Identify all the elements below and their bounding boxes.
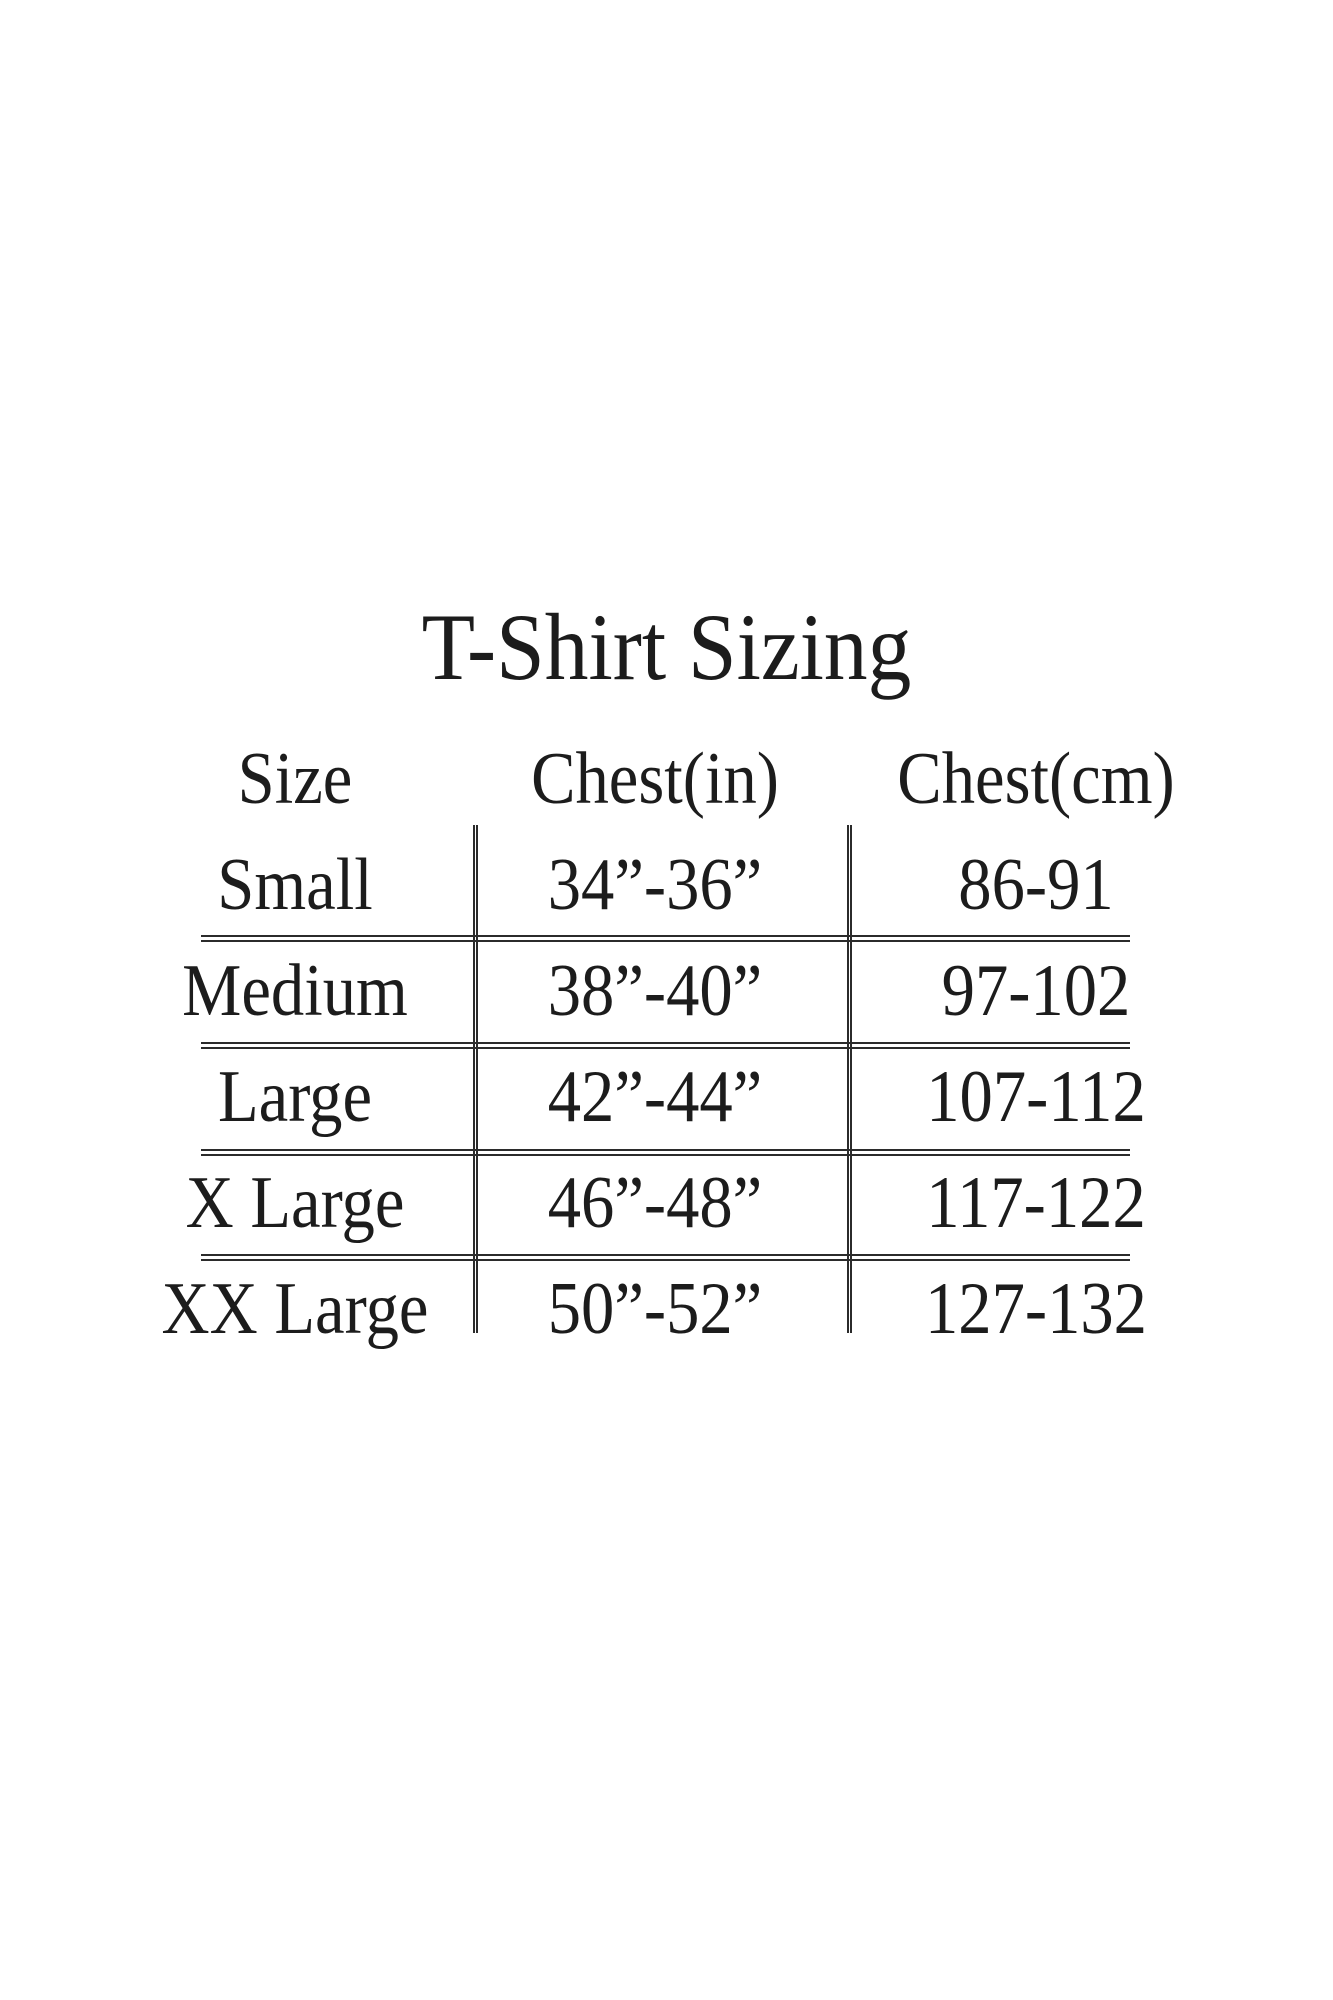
size-cell: Small — [217, 844, 373, 926]
size-cell: X Large — [185, 1162, 405, 1244]
chest-cm-cell: 97-102 — [941, 950, 1131, 1032]
size-cell: Large — [217, 1056, 373, 1138]
chest-cm-cell: 127-132 — [925, 1268, 1147, 1350]
size-cell: Medium — [182, 950, 408, 1032]
column-divider — [473, 825, 478, 1333]
size-cell: XX Large — [161, 1268, 429, 1350]
chest-in-cell: 42”-44” — [547, 1056, 763, 1138]
column-header-chest-cm: Chest(cm) — [897, 738, 1175, 820]
column-header-chest-in: Chest(in) — [531, 738, 779, 820]
chest-in-cell: 38”-40” — [547, 950, 763, 1032]
row-divider — [201, 1254, 1130, 1261]
chest-in-cell: 34”-36” — [547, 844, 763, 926]
chest-cm-cell: 107-112 — [926, 1056, 1146, 1138]
row-divider — [201, 1149, 1130, 1156]
row-divider — [201, 935, 1130, 942]
row-divider — [201, 1042, 1130, 1049]
page-title: T-Shirt Sizing — [421, 594, 912, 700]
chest-cm-cell: 117-122 — [926, 1162, 1146, 1244]
chest-cm-cell: 86-91 — [958, 844, 1114, 926]
chest-in-cell: 50”-52” — [547, 1268, 763, 1350]
column-divider — [847, 825, 852, 1333]
column-header-size: Size — [237, 738, 353, 820]
chest-in-cell: 46”-48” — [547, 1162, 763, 1244]
